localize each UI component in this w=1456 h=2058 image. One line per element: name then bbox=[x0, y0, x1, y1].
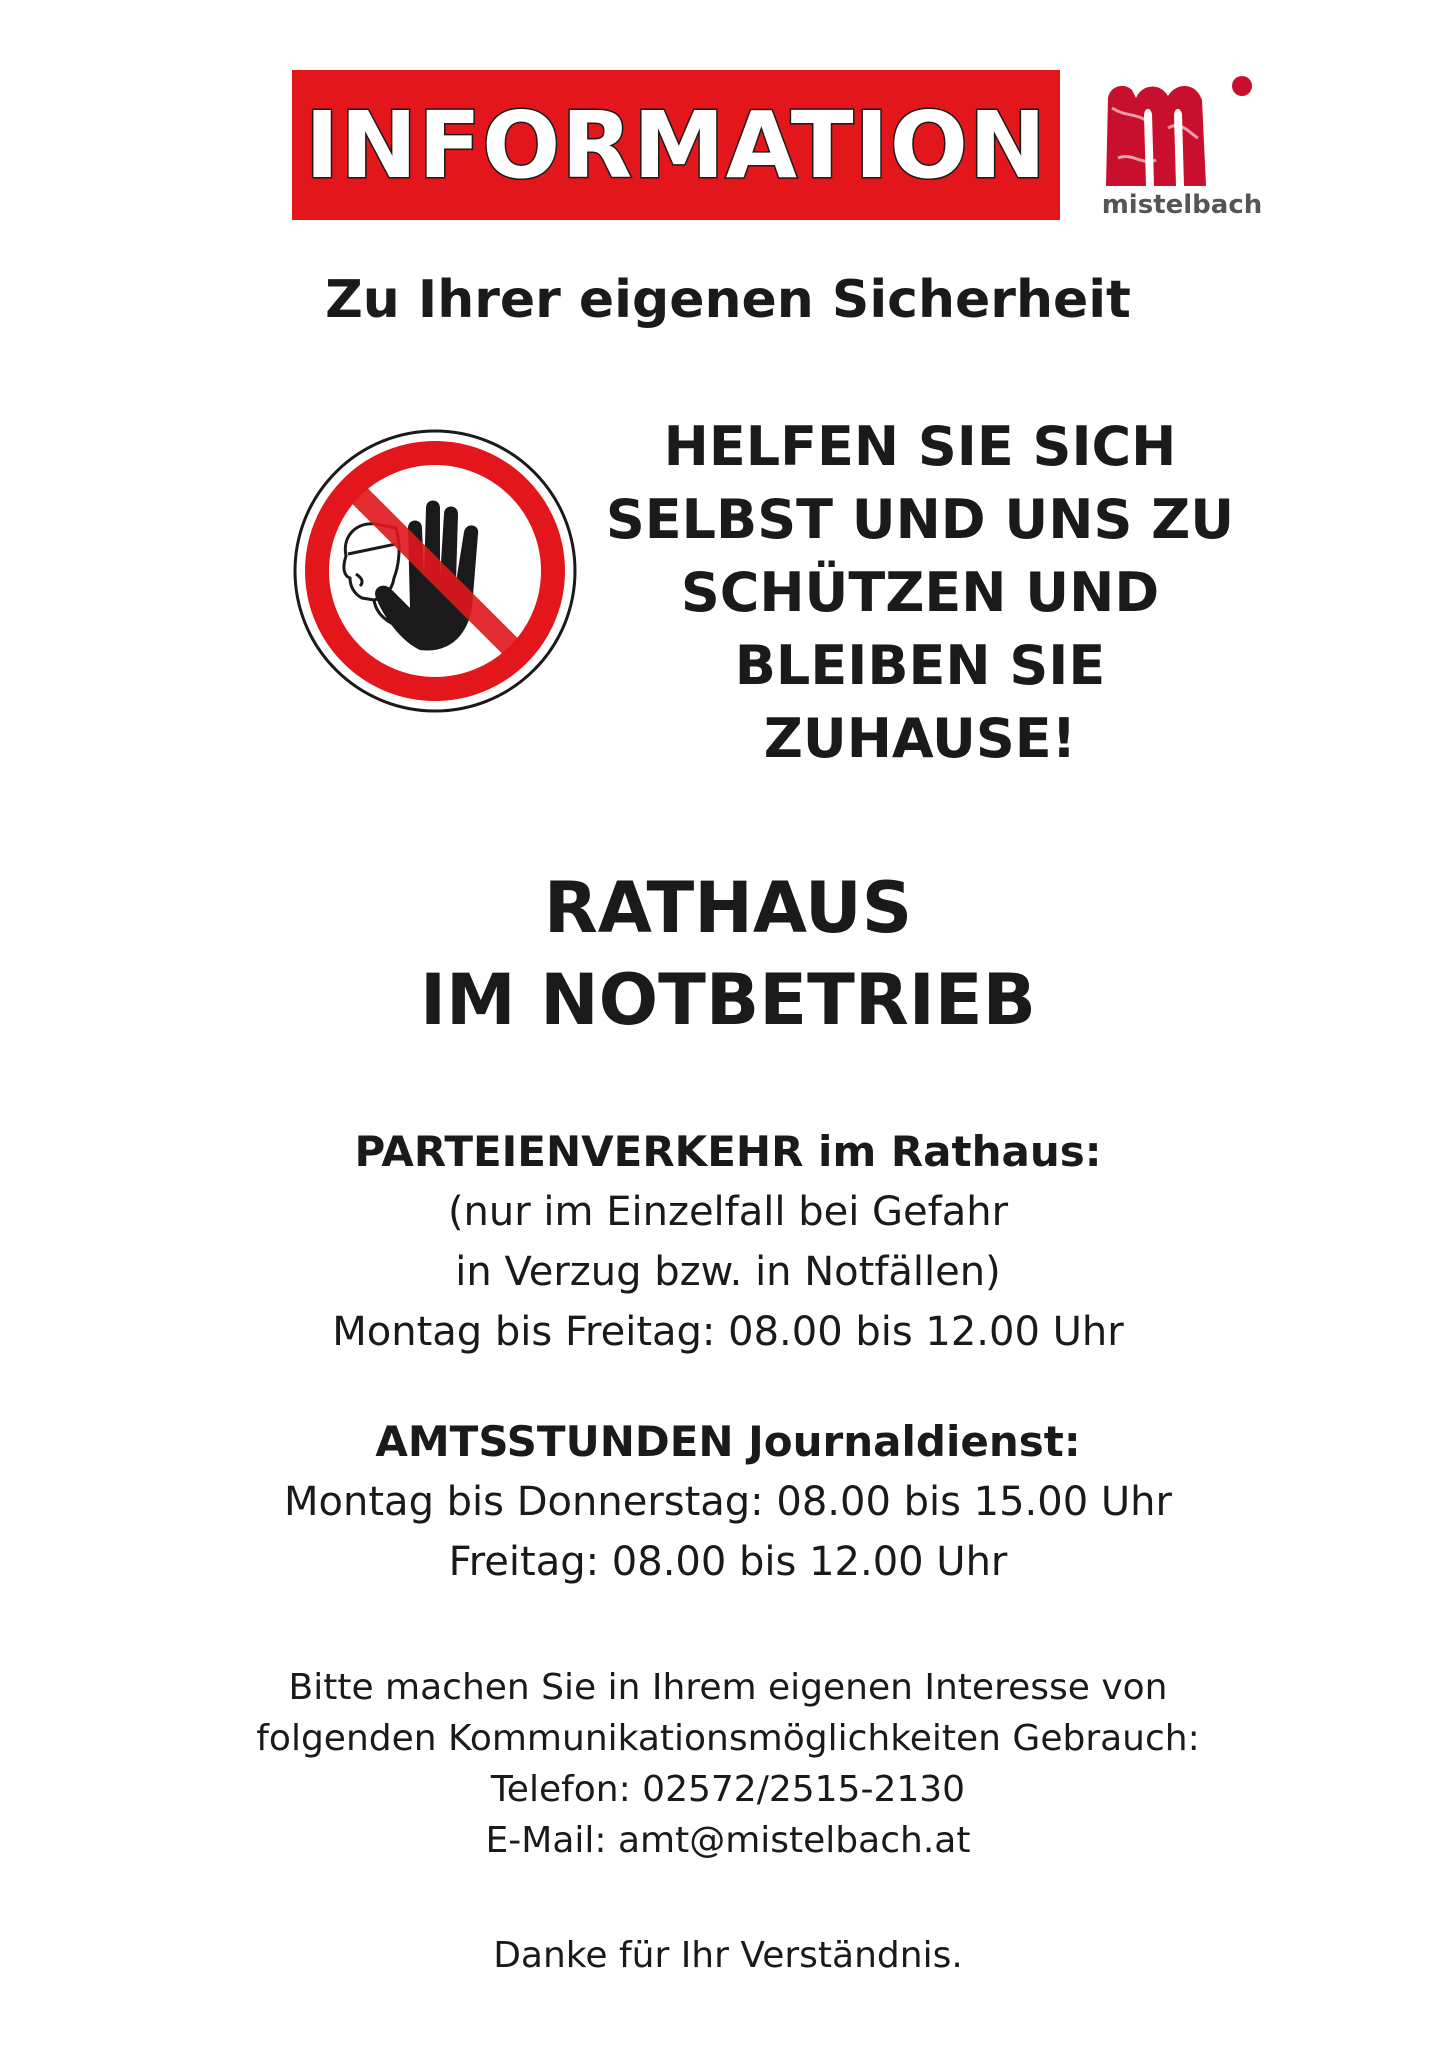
thanks-text: Danke für Ihr Verständnis. bbox=[493, 1935, 963, 1976]
logo-text: mistelbach bbox=[1101, 190, 1263, 220]
amtsstunden-section bbox=[0, 1412, 1456, 1592]
email-line: E-Mail: amt@mistelbach.at bbox=[485, 1820, 971, 1861]
parteienverkehr-heading-bold: PARTEIENVERKEHR bbox=[354, 1127, 804, 1176]
appeal-line: SCHÜTZEN UND bbox=[680, 561, 1160, 624]
kommunikation-line: Bitte machen Sie in Ihrem eigenen Interesse von bbox=[288, 1667, 1168, 1708]
appeal-line: HELFEN SIE SICH bbox=[663, 415, 1177, 478]
mistelbach-logo bbox=[1098, 68, 1266, 228]
information-banner bbox=[292, 70, 1060, 220]
parteienverkehr-line: (nur im Einzelfall bei Gefahr bbox=[447, 1189, 1009, 1235]
amtsstunden-line: Freitag: 08.00 bis 12.00 Uhr bbox=[448, 1539, 1008, 1585]
parteienverkehr-line: in Verzug bzw. in Notfällen) bbox=[455, 1249, 1001, 1295]
kommunikation-line: folgenden Kommunikationsmöglichkeiten Gebrauch: bbox=[256, 1718, 1200, 1759]
appeal-line: BLEIBEN SIE ZUHAUSE! bbox=[734, 634, 1106, 770]
amtsstunden-heading: AMTSSTUNDEN Journaldienst: bbox=[375, 1417, 1081, 1466]
appeal-text bbox=[590, 410, 1250, 775]
parteienverkehr-section bbox=[0, 1122, 1456, 1362]
telefon-line: Telefon: 02572/2515-2130 bbox=[490, 1769, 966, 1810]
parteienverkehr-heading-rest: im Rathaus: bbox=[803, 1127, 1102, 1176]
appeal-line: SELBST UND UNS ZU bbox=[605, 488, 1235, 551]
kommunikation-section bbox=[0, 1662, 1456, 1866]
parteienverkehr-heading bbox=[0, 1122, 1456, 1182]
stop-hand-prohibition-icon bbox=[292, 428, 578, 714]
headline bbox=[0, 862, 1456, 1046]
subtitle: Zu Ihrer eigenen Sicherheit bbox=[325, 270, 1131, 330]
banner-title: INFORMATION bbox=[305, 91, 1047, 199]
headline-line: IM NOTBETRIEB bbox=[420, 959, 1036, 1041]
logo-m-icon bbox=[1098, 68, 1266, 193]
parteienverkehr-line: Montag bis Freitag: 08.00 bis 12.00 Uhr bbox=[332, 1309, 1124, 1355]
headline-line: RATHAUS bbox=[543, 867, 913, 949]
amtsstunden-line: Montag bis Donnerstag: 08.00 bis 15.00 Uhr bbox=[284, 1479, 1172, 1525]
